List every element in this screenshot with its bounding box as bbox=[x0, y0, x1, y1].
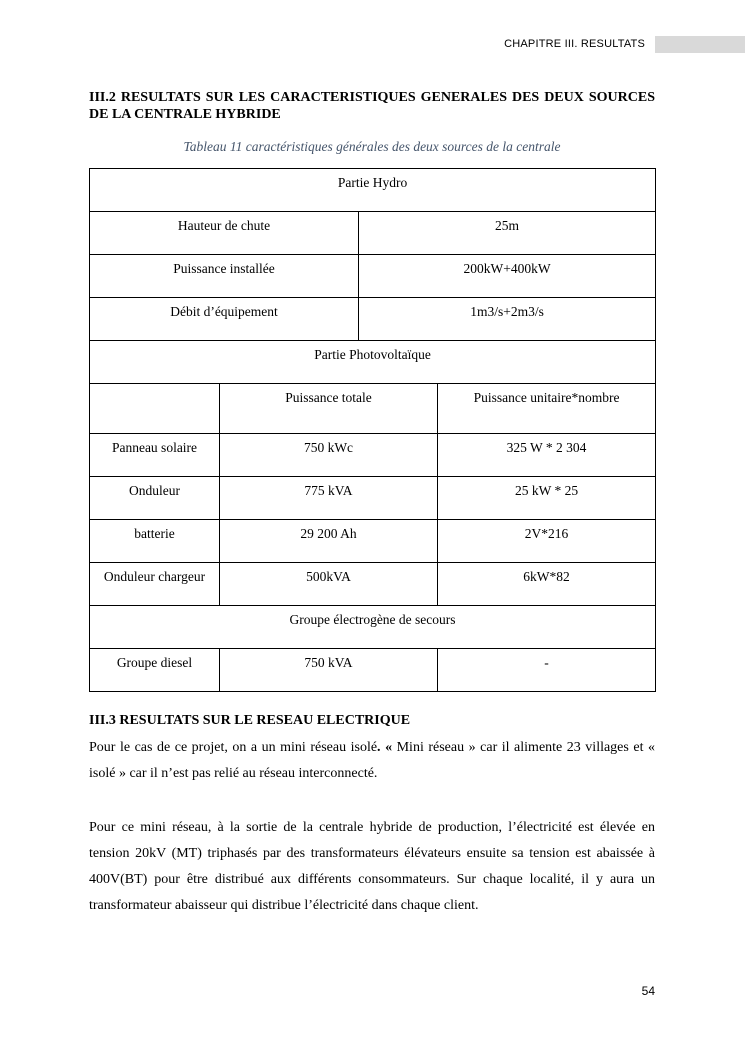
hydro-label: Débit d’équipement bbox=[90, 298, 359, 341]
hydro-section-title: Partie Hydro bbox=[90, 169, 656, 212]
pv-unit: 25 kW * 25 bbox=[438, 477, 656, 520]
hydro-value: 200kW+400kW bbox=[359, 255, 656, 298]
hydro-value: 25m bbox=[359, 212, 656, 255]
table-row bbox=[90, 298, 656, 341]
pv-column-header: Puissance totale bbox=[220, 384, 438, 434]
page-number: 54 bbox=[641, 984, 655, 998]
pv-column-header bbox=[90, 384, 220, 434]
pv-label: Onduleur bbox=[90, 477, 220, 520]
table-row bbox=[90, 477, 656, 520]
pv-label: batterie bbox=[90, 520, 220, 563]
table-row bbox=[90, 255, 656, 298]
hydro-label: Puissance installée bbox=[90, 255, 359, 298]
hydro-value: 1m3/s+2m3/s bbox=[359, 298, 656, 341]
hydro-label: Hauteur de chute bbox=[90, 212, 359, 255]
section-heading-iii-2: III.2 RESULTATS SUR LES CARACTERISTIQUES GENERALES DES DEUX SOURCES DE LA CENTRALE HYBRIDE bbox=[89, 90, 655, 122]
table-row bbox=[90, 169, 656, 212]
pv-label: Panneau solaire bbox=[90, 434, 220, 477]
pv-section-title: Partie Photovoltaïque bbox=[90, 341, 656, 384]
paragraph-1-text: Mini réseau » car il alimente 23 villages et « isolé » car il n’est pas relié au réseau interconnecté. bbox=[89, 740, 655, 781]
table-row bbox=[90, 606, 656, 649]
table-row bbox=[90, 212, 656, 255]
section-heading-iii-3: III.3 RESULTATS SUR LE RESEAU ELECTRIQUE bbox=[89, 713, 411, 728]
table-row bbox=[90, 434, 656, 477]
paragraph-1-bold: . « bbox=[377, 740, 393, 755]
page-header bbox=[0, 36, 745, 54]
table-caption: Tableau 11 caractéristiques générales des deux sources de la centrale bbox=[183, 139, 561, 154]
backup-section-title: Groupe électrogène de secours bbox=[90, 606, 656, 649]
backup-unit: - bbox=[438, 649, 656, 692]
paragraph-1 bbox=[89, 735, 655, 787]
pv-total: 29 200 Ah bbox=[220, 520, 438, 563]
pv-unit: 6kW*82 bbox=[438, 563, 656, 606]
backup-total: 750 kVA bbox=[220, 649, 438, 692]
pv-total: 775 kVA bbox=[220, 477, 438, 520]
table-row bbox=[90, 520, 656, 563]
paragraph-2: Pour ce mini réseau, à la sortie de la centrale hybride de production, l’électricité est élevée en tension 20kV (MT) triphasés par des transformateurs élévateurs ensuite sa tension est abaissée à 400V(BT) pour être distribué aux différents consommateurs. Sur chaque localité, il y aura un transformateur abaisseur qui distribue l’électricité dans chaque client. bbox=[89, 820, 655, 913]
pv-total: 500kVA bbox=[220, 563, 438, 606]
table-row bbox=[90, 563, 656, 606]
table-row bbox=[90, 384, 656, 434]
pv-unit: 2V*216 bbox=[438, 520, 656, 563]
specs-table bbox=[89, 168, 656, 692]
table-row bbox=[90, 341, 656, 384]
backup-label: Groupe diesel bbox=[90, 649, 220, 692]
header-bar bbox=[655, 36, 745, 53]
pv-column-header: Puissance unitaire*nombre bbox=[438, 384, 656, 434]
table-row bbox=[90, 649, 656, 692]
chapter-title: CHAPITRE III. RESULTATS bbox=[504, 38, 645, 50]
pv-unit: 325 W * 2 304 bbox=[438, 434, 656, 477]
paragraph-1-text: Pour le cas de ce projet, on a un mini réseau isolé bbox=[89, 740, 378, 755]
pv-total: 750 kWc bbox=[220, 434, 438, 477]
pv-label: Onduleur chargeur bbox=[90, 563, 220, 606]
